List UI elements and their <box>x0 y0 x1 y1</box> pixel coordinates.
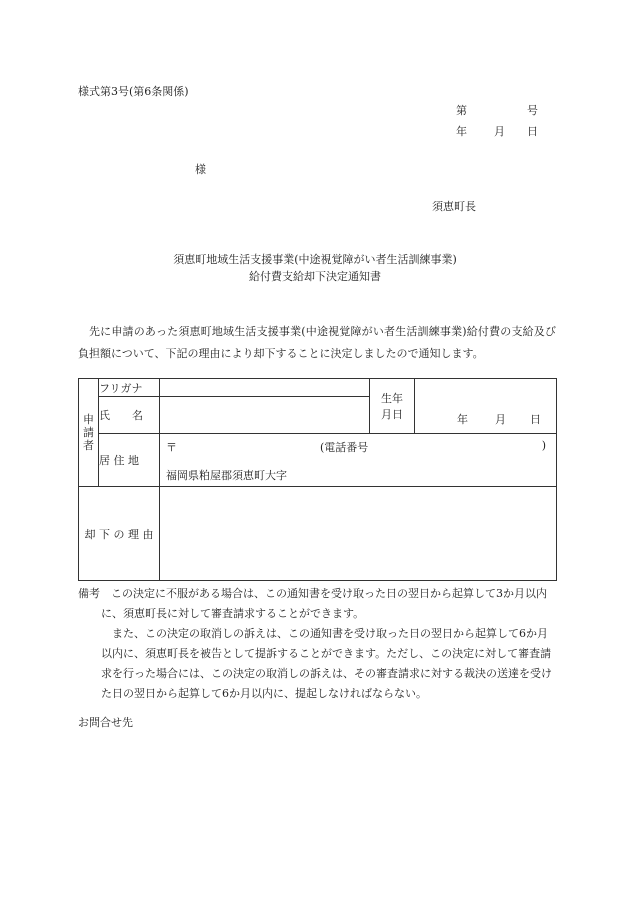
reason-label: 却 下 の 理 由 <box>79 487 160 581</box>
document-title-line2: 給付費支給却下決定通知書 <box>249 270 381 283</box>
number-suffix: 号 <box>527 104 538 117</box>
recipient-honorific: 様 <box>195 163 206 176</box>
furigana-label: フリガナ <box>99 379 160 397</box>
notice-body: 先に申請のあった須恵町地域生活支援事業(中途視覚障がい者生活訓練事業)給付費の支給及び負担額について、下記の理由により却下することに決定しましたので通知します。 <box>78 325 556 360</box>
reason-field <box>160 487 557 581</box>
date-day: 日 <box>527 125 538 138</box>
phone-close: ) <box>541 439 546 452</box>
postal-mark: 〒 <box>166 441 177 454</box>
applicant-label-cell <box>79 379 99 487</box>
document-title-line1: 須恵町地域生活支援事業(中途視覚障がい者生活訓練事業) <box>173 253 457 266</box>
name-label: 氏 名 <box>99 397 160 434</box>
number-prefix: 第 <box>456 104 467 117</box>
bd-year: 年 <box>457 413 468 426</box>
remarks <box>78 584 558 704</box>
phone-label: (電話番号 <box>320 441 369 454</box>
name-field <box>160 397 370 434</box>
date-month: 月 <box>494 125 505 138</box>
date-year: 年 <box>456 125 467 138</box>
birthdate-label-cell <box>370 379 415 434</box>
furigana-field <box>160 379 370 397</box>
contact-label: お問合せ先 <box>78 716 133 729</box>
address-value: 福岡県粕屋郡須恵町大字 <box>166 469 287 482</box>
applicant-label: 申請者 <box>83 413 94 452</box>
address-label: 居 住 地 <box>99 434 160 487</box>
birthdate-field <box>415 379 557 434</box>
address-field <box>160 434 557 487</box>
bd-day: 日 <box>530 413 541 426</box>
remarks-para1: 備考 この決定に不服がある場合は、この通知書を受け取った日の翌日から起算して3か月以内に、須恵町長に対して審査請求することができます。 <box>78 587 547 620</box>
birthdate-label-1: 生年 <box>381 392 403 405</box>
form-number: 様式第3号(第6条関係) <box>78 85 189 98</box>
bd-month: 月 <box>495 413 506 426</box>
applicant-table <box>78 378 557 581</box>
remarks-para2: また、この決定の取消しの訴えは、この通知書を受け取った日の翌日から起算して6か月以内に、須恵町長を被告として提訴することができます。ただし、この決定に対して審査請求を行った場合には、この決定の取消しの訴えは、その審査請求に対する裁決の送達を受けた日の翌日から起算して6か月以内に、提起しなければならない。 <box>101 627 552 700</box>
document-number <box>456 104 538 117</box>
birthdate-label-2: 月日 <box>381 408 403 421</box>
issue-date <box>456 125 538 138</box>
issuer-name: 須恵町長 <box>432 200 476 213</box>
